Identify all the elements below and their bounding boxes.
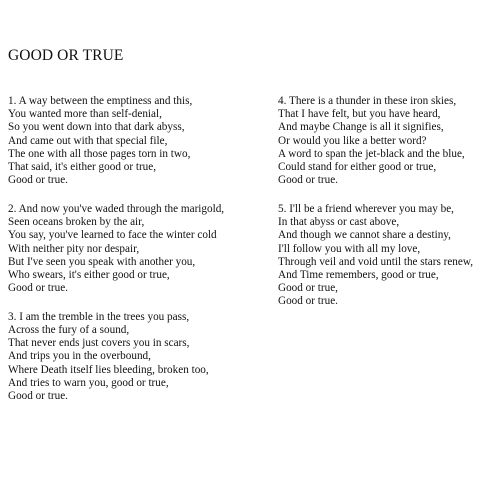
- poem-line: I'll follow you with all my love,: [278, 242, 421, 255]
- stanza: [8, 311, 243, 403]
- poem-line: Good or true.: [8, 390, 68, 403]
- poem-line: Where Death itself lies bleeding, broken too,: [8, 363, 209, 376]
- stanza: [278, 95, 500, 187]
- poem-line: That I have felt, but you have heard,: [278, 108, 441, 121]
- stanza: [8, 203, 243, 295]
- poem-line: And maybe Change is all it signifies,: [278, 121, 444, 134]
- poem-line: Good or true.: [8, 282, 68, 295]
- poem-line: And though we cannot share a destiny,: [278, 229, 451, 242]
- poem-line: 2. And now you've waded through the marigold,: [8, 202, 225, 215]
- poem-line: That said, it's either good or true,: [8, 161, 157, 174]
- poem-line: In that abyss or cast above,: [278, 216, 400, 229]
- poem-column-right: [278, 95, 500, 324]
- poem-line: 1. A way between the emptiness and this,: [8, 95, 193, 107]
- poem-column-left: [8, 95, 243, 419]
- poem-line: And trips you in the overbound,: [8, 350, 151, 363]
- poem-line: But I've seen you speak with another you,: [8, 255, 196, 268]
- poem-line: Good or true,: [278, 282, 338, 295]
- poem-line: With neither pity nor despair,: [8, 242, 140, 255]
- poem-line: And came out with that special file,: [8, 134, 168, 147]
- poem-line: Seen oceans broken by the air,: [8, 216, 145, 229]
- poem-line: 5. I'll be a friend wherever you may be,: [278, 202, 454, 215]
- poem-line: Good or true.: [278, 295, 338, 308]
- poem-line: You wanted more than self-denial,: [8, 108, 162, 121]
- poem-line: Good or true.: [8, 174, 68, 187]
- poem-line: You say, you've learned to face the winter cold: [8, 229, 217, 242]
- poem-line: 3. I am the tremble in the trees you pass,: [8, 310, 190, 323]
- poem-line: Across the fury of a sound,: [8, 324, 130, 337]
- stanza: [8, 95, 243, 187]
- poem-line: 4. There is a thunder in these iron skies,: [278, 95, 457, 107]
- poem-line: And Time remembers, good or true,: [278, 268, 439, 281]
- poem-line: Through veil and void until the stars renew,: [278, 255, 474, 268]
- poem-line: A word to span the jet-black and the blue,: [278, 147, 465, 160]
- poem-line: And tries to warn you, good or true,: [8, 376, 169, 389]
- stanza: [278, 203, 500, 309]
- poem-line: Who swears, it's either good or true,: [8, 268, 170, 281]
- poem-line: Or would you like a better word?: [278, 134, 427, 147]
- poem-title: GOOD OR TRUE: [8, 47, 124, 64]
- poem-line: That never ends just covers you in scars,: [8, 337, 190, 350]
- poem-line: Good or true.: [278, 174, 338, 187]
- poem-line: So you went down into that dark abyss,: [8, 121, 185, 134]
- poem-line: The one with all those pages torn in two,: [8, 147, 191, 160]
- poem-line: Could stand for either good or true,: [278, 161, 437, 174]
